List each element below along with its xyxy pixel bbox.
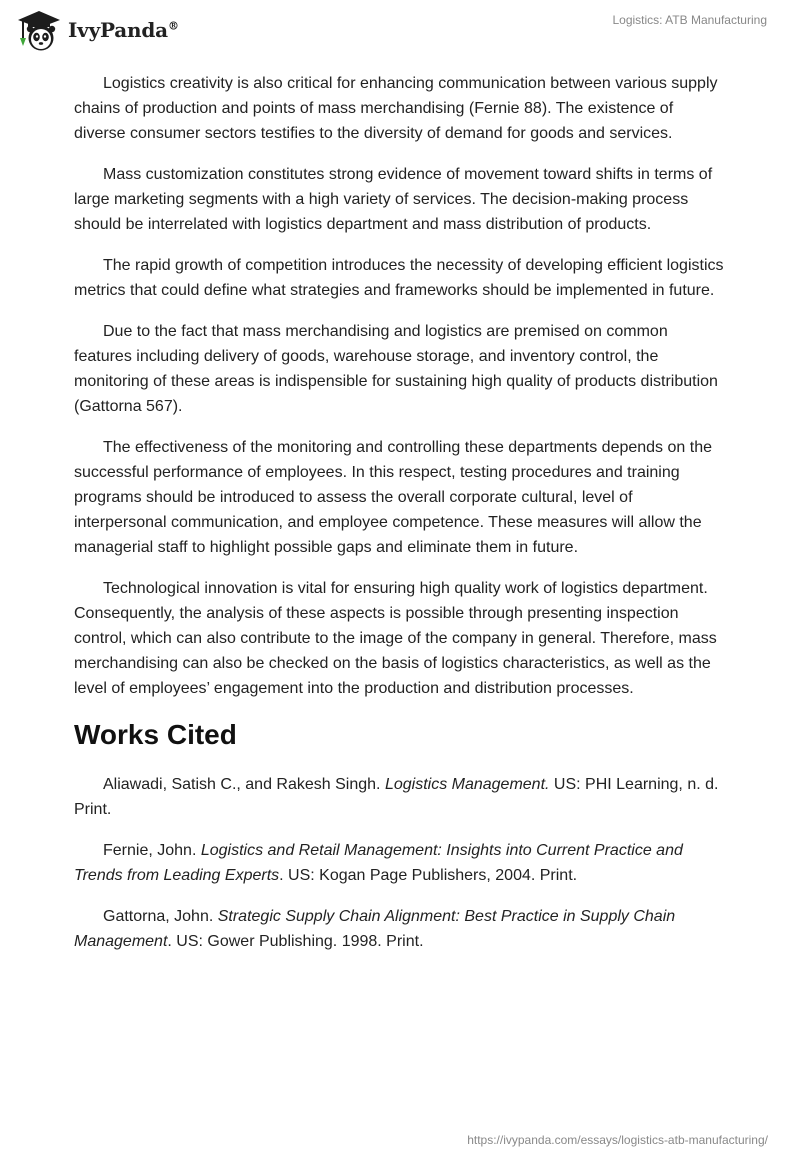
reference-author: Aliawadi, Satish C., and Rakesh Singh.	[103, 776, 385, 793]
reference-author: Gattorna, John.	[103, 908, 218, 925]
reference-author: Fernie, John.	[103, 842, 201, 859]
paragraph-1: Logistics creativity is also critical for enhancing communication between various supply chains of production and points of mass merchandising (Fernie 88). The existence of diverse consumer sectors testifies to the diversity of demand for goods and services.	[74, 75, 718, 142]
reference-title: Strategic Supply Chain Alignment: Best Practice in Supply Chain Management	[74, 908, 676, 950]
paragraph-2: Mass customization constitutes strong evidence of movement toward shifts in terms of large marketing segments with a high variety of services. The decision-making process should be interrelated with logistics department and mass distribution of products.	[74, 166, 713, 233]
source-url[interactable]: https://ivypanda.com/essays/logistics-atb-manufacturing/	[467, 1133, 768, 1147]
reference-3	[74, 904, 726, 954]
reference-title: Logistics Management.	[384, 776, 550, 793]
panda-graduate-icon	[14, 8, 64, 52]
reference-title: Logistics and Retail Management: Insights into Current Practice and Trends from Leading Experts	[74, 842, 683, 884]
paragraph-6: Technological innovation is vital for ensuring high quality work of logistics department. Consequently, the analysis of these aspects is possible through presenting inspection control, which can also contribute to the image of the company in general. Therefore, mass merchandising can also be checked on the basis of logistics characteristics, as well as the level of employees’ engagement into the production and distribution processes.	[74, 580, 717, 697]
registered-mark: ®	[167, 19, 179, 33]
paragraph-3: The rapid growth of competition introduces the necessity of developing efficient logistics metrics that could define what strategies and frameworks should be implemented in future.	[74, 257, 724, 299]
paragraph-5: The effectiveness of the monitoring and controlling these departments depends on the successful performance of employees. In this respect, testing procedures and training programs should be introduced to assess the overall corporate cultural, level of interpersonal communication, and employee competence. These measures will allow the managerial staff to highlight possible gaps and eliminate them in future.	[74, 439, 712, 556]
works-cited-heading: Works Cited	[74, 719, 237, 750]
reference-1	[74, 772, 726, 822]
page-header	[0, 0, 800, 60]
document-title: Logistics: ATB Manufacturing	[612, 13, 767, 27]
paragraph-4: Due to the fact that mass merchandising and logistics are premised on common features including delivery of goods, warehouse storage, and inventory control, the monitoring of these areas is indispensible for sustaining high quality of products distribution (Gattorna 567).	[74, 323, 718, 415]
reference-publication: . US: Kogan Page Publishers, 2004. Print.	[279, 867, 578, 884]
brand-name: IvyPanda®	[68, 18, 179, 42]
reference-publication: US: PHI Learning, n. d. Print.	[74, 776, 719, 818]
ivypanda-logo[interactable]	[14, 8, 179, 52]
essay-body	[74, 71, 726, 970]
reference-publication: . US: Gower Publishing. 1998. Print.	[167, 933, 424, 950]
reference-2	[74, 838, 726, 888]
